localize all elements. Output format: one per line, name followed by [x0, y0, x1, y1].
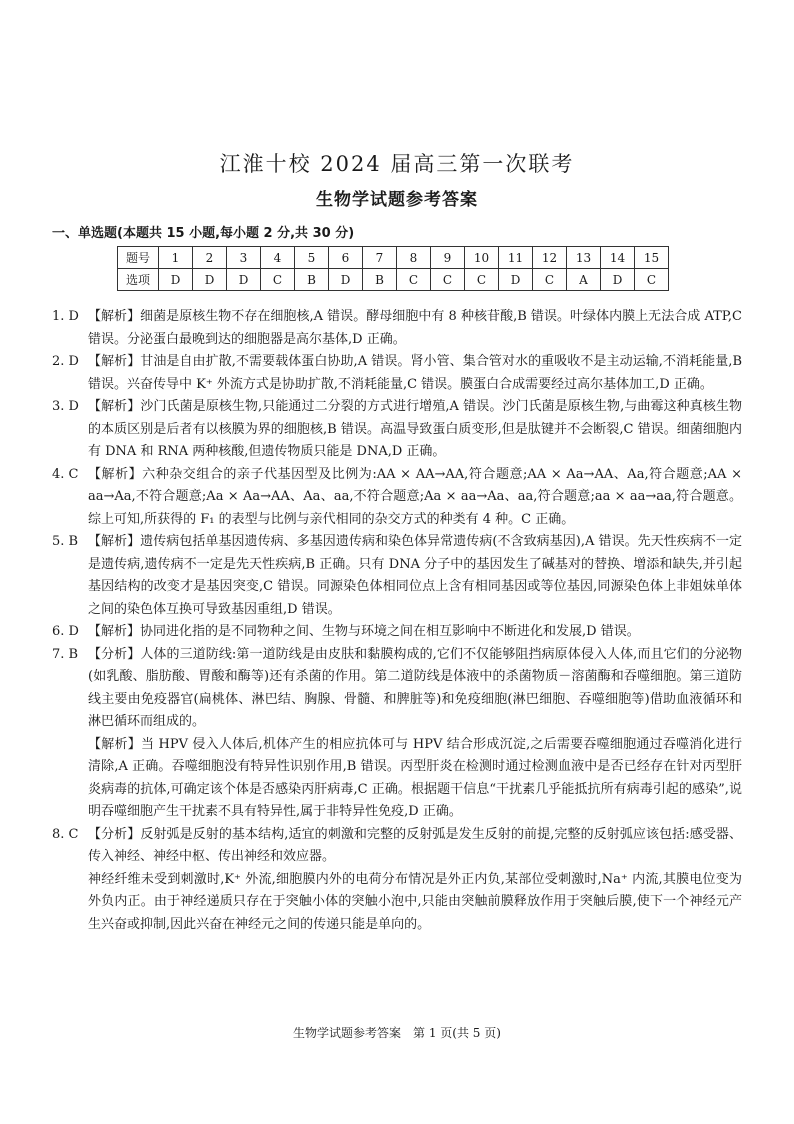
answer-item-number: 4. C [52, 466, 79, 482]
answer-item-number: 6. D [52, 624, 79, 639]
answer-item-text: 【解析】甘油是自由扩散,不需要载体蛋白协助,A 错误。肾小管、集合管对水的重吸收不是主动运输,不消耗能量,B 错误。兴奋传导中 K⁺ 外流方式是协助扩散,不消耗能量,C 错误。膜蛋白合成需要经过高尔基体加工,D 正确。 [88, 354, 742, 392]
answer-cell: D [329, 269, 363, 291]
answer-item [52, 396, 742, 464]
question-number-cell: 6 [329, 247, 363, 269]
answer-cell: C [533, 269, 567, 291]
question-number-cell: 15 [635, 247, 669, 269]
page-title: 江淮十校 2024 届高三第一次联考 [219, 152, 575, 176]
answer-item [52, 531, 742, 621]
question-number-cell: 5 [295, 247, 329, 269]
answer-item-text: 【解析】六种杂交组合的亲子代基因型及比例为:AA × AA→AA,符合题意;AA × Aa→AA、Aa,符合题意;AA × aa→Aa,不符合题意;Aa × Aa→AA、Aa、aa,不符合题意;Aa × aa→Aa、aa,符合题意;aa × aa→aa,符合题意。综上可知,所获得的 F₁ 的表型与比例与亲代相同的杂交方式的种类有 4 种。C 正确。 [88, 466, 742, 527]
answer-item-number: 1. D [52, 309, 79, 324]
answer-cell: C [261, 269, 295, 291]
question-number-cell: 7 [363, 247, 397, 269]
section-heading: 一、单选题(本题共 15 小题,每小题 2 分,共 30 分) [52, 226, 355, 241]
question-number-cell: 11 [499, 247, 533, 269]
answer-item-number: 5. B [52, 534, 79, 549]
page-footer: 生物学试题参考答案 第 1 页(共 5 页) [293, 1026, 501, 1040]
question-number-cell: 8 [397, 247, 431, 269]
answer-cell: C [465, 269, 499, 291]
answer-item [52, 306, 742, 351]
answer-cell: D [227, 269, 261, 291]
question-number-cell: 13 [567, 247, 601, 269]
question-number-cell: 9 [431, 247, 465, 269]
answer-table-number-row [118, 247, 669, 269]
answer-item-text: 神经纤维未受到刺激时,K⁺ 外流,细胞膜内外的电荷分布情况是外正内负,某部位受刺激时,Na⁺ 内流,其膜电位变为外负内正。由于神经递质只存在于突触小体的突触小泡中,只能由突触前膜释放作用于突触后膜,使下一个神经元产生兴奋或抑制,因此兴奋在神经元之间的传递只能是单向的。 [88, 871, 742, 932]
answer-explanations [52, 306, 742, 936]
answer-cell: D [499, 269, 533, 291]
answer-cell: D [193, 269, 227, 291]
answer-cell: D [159, 269, 193, 291]
answer-cell: C [635, 269, 669, 291]
page-subtitle: 生物学试题参考答案 [316, 190, 478, 210]
answer-table-row-label: 选项 [118, 269, 159, 291]
answer-cell: C [431, 269, 465, 291]
answer-item-text: 【解析】协同进化指的是不同物种之间、生物与环境之间在相互影响中不断进化和发展,D 错误。 [88, 624, 640, 639]
answer-cell: D [601, 269, 635, 291]
answer-item-text: 【解析】细菌是原核生物不存在细胞核,A 错误。酵母细胞中有 8 种核苷酸,B 错误。叶绿体内膜上无法合成 ATP,C 错误。分泌蛋白最晚到达的细胞器是高尔基体,D 正确。 [88, 309, 742, 347]
answer-item [52, 351, 742, 396]
answer-item-text: 【解析】遗传病包括单基因遗传病、多基因遗传病和染色体异常遗传病(不含致病基因),A 错误。先天性疾病不一定是遗传病,遗传病不一定是先天性疾病,B 正确。只有 DNA 分子中的基因发生了碱基对的替换、增添和缺失,并引起基因结构的改变才是基因突变,C 错误。同源染色体相同位点上含有相同基因或等位基因,同源染色体上非姐妹单体之间的染色体互换可导致基因重组,D 错误。 [88, 534, 742, 617]
answer-cell: C [397, 269, 431, 291]
answer-item-text: 【解析】当 HPV 侵入人体后,机体产生的相应抗体可与 HPV 结合形成沉淀,之后需要吞噬细胞通过吞噬消化进行清除,A 正确。吞噬细胞没有特异性识别作用,B 错误。丙型肝炎在检测时通过检测血液中是否已经存在针对丙型肝炎病毒的抗体,可确定该个体是否感染丙肝病毒,C 正确。根据题干信息“干扰素几乎能抵抗所有病毒引起的感染”,说明吞噬细胞产生干扰素不具有特异性,属于非特异性免疫,D 正确。 [88, 736, 742, 819]
answer-item [52, 464, 742, 532]
answer-table-answer-row [118, 269, 669, 291]
answer-item-number: 8. C [52, 826, 79, 842]
question-number-cell: 2 [193, 247, 227, 269]
question-number-cell: 1 [159, 247, 193, 269]
question-number-cell: 4 [261, 247, 295, 269]
answer-item-text: 【分析】人体的三道防线:第一道防线是由皮肤和黏膜构成的,它们不仅能够阻挡病原体侵入人体,而且它们的分泌物(如乳酸、脂肪酸、胃酸和酶等)还有杀菌的作用。第二道防线是体液中的杀菌物质－溶菌酶和吞噬细胞。第三道防线主要由免疫器官(扁桃体、淋巴结、胸腺、骨髓、和脾脏等)和免疫细胞(淋巴细胞、吞噬细胞等)借助血液循环和淋巴循环而组成的。 [88, 646, 742, 729]
answer-item [52, 644, 742, 734]
answer-table [117, 246, 669, 291]
question-number-cell: 10 [465, 247, 499, 269]
answer-item-text: 【分析】反射弧是反射的基本结构,适宜的刺激和完整的反射弧是发生反射的前提,完整的反射弧应该包括:感受器、传入神经、神经中枢、传出神经和效应器。 [88, 826, 742, 864]
answer-item [52, 824, 742, 869]
answer-item [52, 621, 742, 644]
question-number-cell: 3 [227, 247, 261, 269]
answer-item-number: 7. B [52, 646, 79, 662]
answer-cell: A [567, 269, 601, 291]
answer-item-number: 3. D [52, 399, 79, 414]
answer-table-row-label: 题号 [118, 247, 159, 269]
question-number-cell: 12 [533, 247, 567, 269]
answer-cell: B [295, 269, 329, 291]
question-number-cell: 14 [601, 247, 635, 269]
answer-item-number: 2. D [52, 354, 79, 369]
answer-item-text: 【解析】沙门氏菌是原核生物,只能通过二分裂的方式进行增殖,A 错误。沙门氏菌是原核生物,与曲霉这种真核生物的本质区别是后者有以核膜为界的细胞核,B 错误。高温导致蛋白质变形,但是肽键并不会断裂,C 错误。细菌细胞内有 DNA 和 RNA 两种核酸,但遗传物质只能是 DNA,D 正确。 [88, 399, 742, 459]
answer-cell: B [363, 269, 397, 291]
